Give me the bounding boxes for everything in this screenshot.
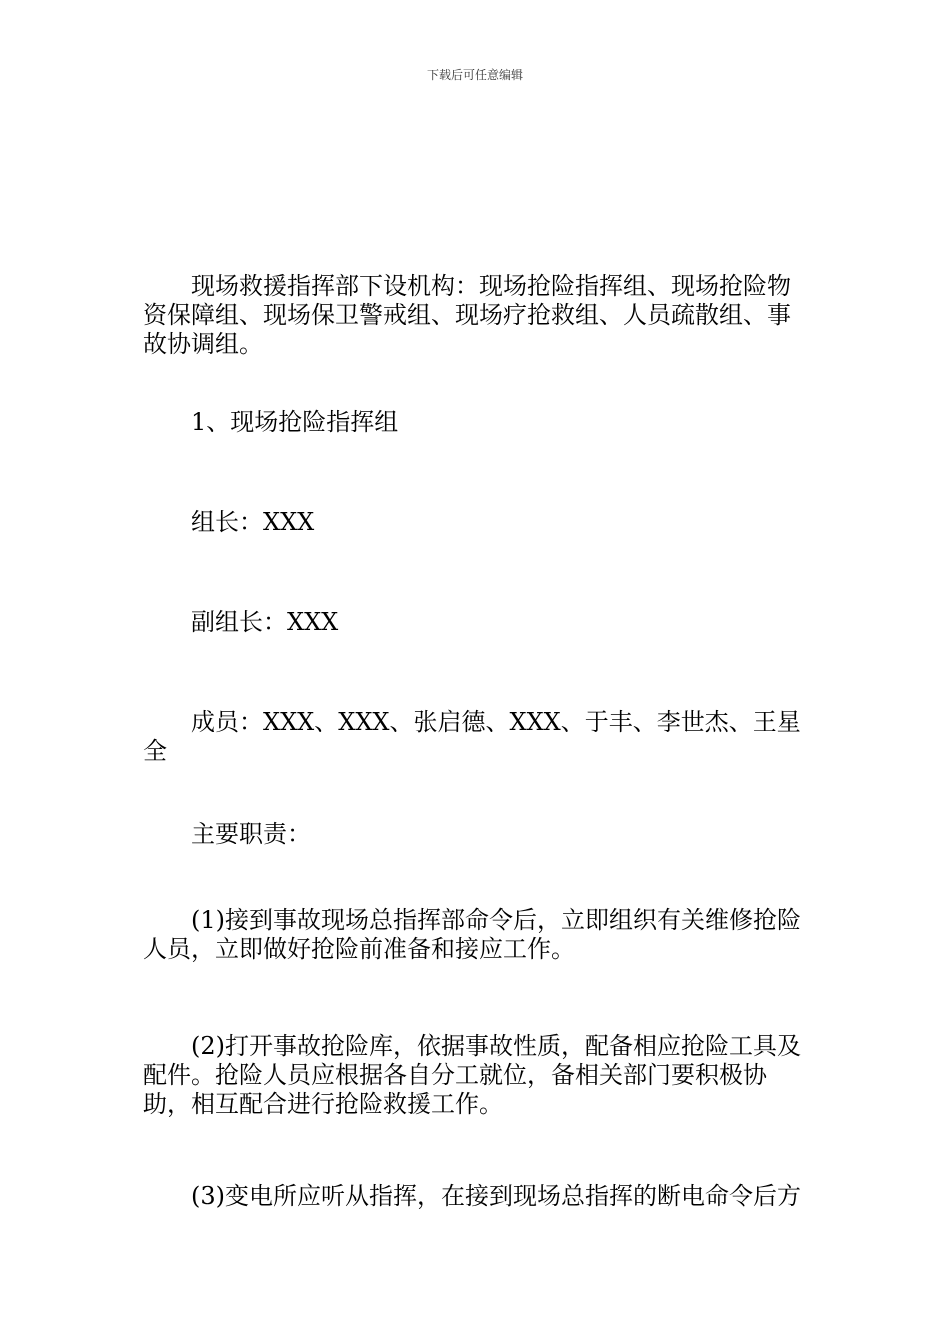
- duty-item-2: (2)打开事故抢险库，依据事故性质，配备相应抢险工具及配件。抢险人员应根据各自分工就位，备相关部门要积极协助，相互配合进行抢险救援工作。: [143, 1032, 801, 1118]
- leader-line: 组长：XXX: [191, 508, 315, 536]
- section-title: 1、现场抢险指挥组: [191, 408, 399, 436]
- duty-item-3: (3)变电所应听从指挥，在接到现场总指挥的断电命令后方: [191, 1182, 801, 1210]
- deputy-leader-line: 副组长：XXX: [191, 608, 339, 636]
- intro-paragraph: 现场救援指挥部下设机构：现场抢险指挥组、现场抢险物资保障组、现场保卫警戒组、现场疗抢救组、人员疏散组、事故协调组。: [143, 272, 791, 358]
- duties-title: 主要职责：: [191, 820, 311, 848]
- members-paragraph: 成员：XXX、XXX、张启德、XXX、于丰、李世杰、王星全: [143, 708, 801, 765]
- duty-item-1: (1)接到事故现场总指挥部命令后，立即组织有关维修抢险人员，立即做好抢险前准备和接应工作。: [143, 906, 801, 963]
- page-header-note: 下载后可任意编辑: [426, 68, 523, 82]
